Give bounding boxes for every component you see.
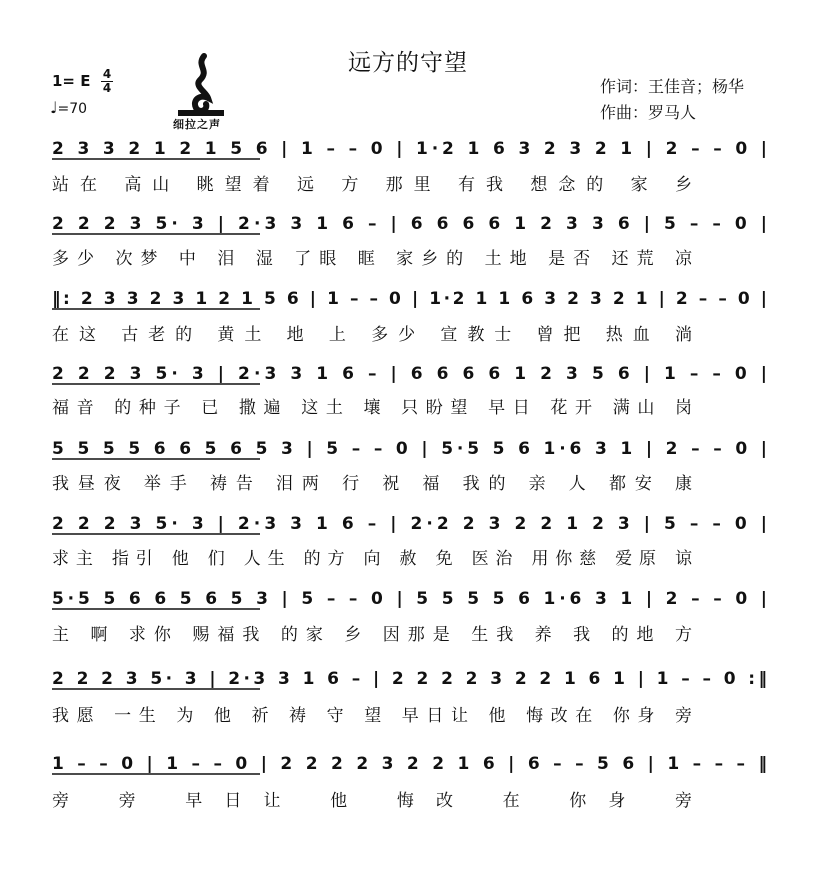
meter-bottom: 4 [102, 81, 112, 95]
lyric-line: 求主 指引 他 们 人生 的方 向 赦 免 医治 用你慈 爱原 谅 [52, 549, 692, 569]
score-row [52, 364, 767, 418]
score-row [52, 514, 767, 569]
notation-line: 5 5 5 5 6 6 5 6 5 3 | 5 – – 0 | 5·5 5 6 1·6 3 1 | 2 – – 0 | [52, 439, 767, 459]
score-row [52, 214, 767, 269]
notation-line: 5·5 5 6 6 5 6 5 3 | 5 – – 0 | 5 5 5 5 6 1·6 3 1 | 2 – – 0 | [52, 589, 767, 609]
lyric-line: 主 啊 求你 赐福我 的家 乡 因那是 生我 养 我 的地 方 [52, 625, 693, 645]
tempo-value: =70 [57, 101, 88, 117]
notation-line: 2 2 2 3 5· 3 | 2·3 3 1 6 – | 6 6 6 6 1 2 3 3 6 | 5 – – 0 | [52, 214, 768, 234]
meter-top: 4 [102, 67, 112, 81]
score-row [52, 669, 767, 726]
notation-line: 2 2 2 3 5· 3 | 2·3 3 1 6 – | 2·2 2 3 2 2 1 2 3 | 5 – – 0 | [52, 514, 767, 534]
notation-line: 2 2 2 3 5· 3 | 2·3 3 1 6 – | 2 2 2 2 3 2 2 1 6 1 | 1 – – 0 :‖ [52, 669, 767, 689]
score-row [52, 139, 767, 195]
score-row [52, 439, 767, 494]
lyric-line: 福音 的种子 已 撒遍 这土 壤 只盼望 早日 花开 满山 岗 [52, 398, 693, 418]
lyric-line: 在这 古老的 黄土 地 上 多少 宣教士 曾把 热血 淌 [52, 325, 692, 345]
composer-credit: 作曲：罗马人 [600, 103, 697, 122]
score-row [52, 754, 767, 811]
lyric-line: 我愿 一生 为 他 祈 祷 守 望 早日让 他 悔改在 你身 旁 [52, 706, 692, 726]
quarter-note-icon: ♩ [50, 98, 58, 117]
notation-line: 2 2 2 3 5· 3 | 2·3 3 1 6 – | 6 6 6 6 1 2 3 5 6 | 1 – – 0 | [52, 364, 768, 384]
score-row [52, 589, 767, 645]
key-signature: 1= E [52, 72, 91, 90]
lyricist-credit: 作词：王佳音；杨华 [600, 77, 745, 96]
notation-line: ‖: 2 3 3 2 3 1 2 1 5 6 | 1 – – 0 | 1·2 1 1 6 3 2 3 2 1 | 2 – – 0 | [52, 289, 767, 309]
notation-line: 2 3 3 2 1 2 1 5 6 | 1 – – 0 | 1·2 1 6 3 2 3 2 1 | 2 – – 0 | [52, 139, 767, 159]
logo-caption: 细拉之声 [173, 118, 221, 131]
notation-line: 1 – – 0 | 1 – – 0 | 2 2 2 2 3 2 2 1 6 | 6 – – 5 6 | 1 – – – ‖ [52, 754, 768, 774]
lyric-line: 多少 次梦 中 泪 湿 了眼 眶 家乡的 土地 是否 还荒 凉 [52, 249, 693, 269]
lyric-line: 我昼夜 举手 祷告 泪两 行 祝 福 我的 亲 人 都安 康 [52, 474, 692, 494]
score-row [52, 289, 767, 345]
lyric-line: 旁 旁 早日让 他 悔改 在 你身 旁 [52, 791, 692, 811]
song-title: 远方的守望 [348, 50, 468, 76]
lyric-line: 站在 高山 眺望着 远 方 那里 有我 想念的 家 乡 [52, 175, 692, 195]
